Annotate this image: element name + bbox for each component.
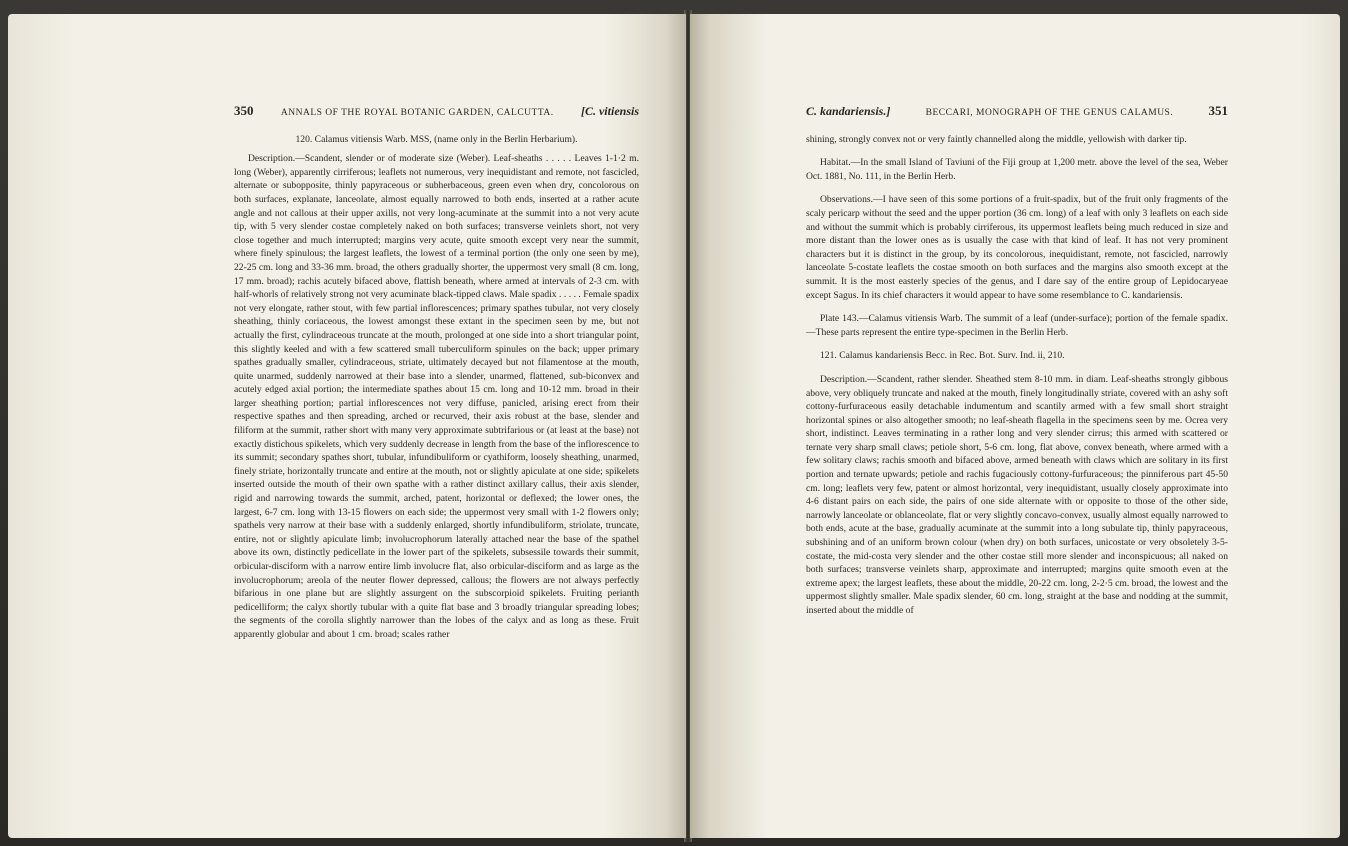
left-page-content (234, 104, 639, 650)
habitat-paragraph: Habitat.—In the small Island of Taviuni of the Fiji group at 1,200 metr. above the level of the sea, Weber Oct. 1881, No. 111, in the Berlin Herb. (806, 157, 1228, 182)
continuation-paragraph: shining, strongly convex not or very faintly channelled along the middle, yellowish with darker tip. (806, 133, 1187, 145)
header-tag: C. kandariensis.] (806, 104, 891, 118)
left-page-header (234, 104, 639, 121)
running-head: BECCARI, MONOGRAPH OF THE GENUS CALAMUS. (925, 108, 1174, 118)
header-tag: [C. vitiensis (580, 104, 639, 118)
right-page (690, 14, 1340, 838)
left-page (8, 14, 686, 838)
running-head: ANNALS OF THE ROYAL BOTANIC GARDEN, CALCUTTA. (280, 108, 554, 118)
observations-paragraph: Observations.—I have seen of this some portions of a fruit-spadix, but of the fruit only fragments of the scaly pericarp without the seed and the upper portion (36 cm. long) of a leaf with only 3 leaflets on each side and without the summit which is probably cirriferous, its uppermost leaflets being much reduced in size and more distant than the lower ones as is usually the case with that kind of leaf. It has not very prominent characters but it is distinct in the group, by its concolorous, inequidistant, remote, not fascicled, narrowly lanceolate 5-costate leaflets the costae smooth on both surfaces and the margins also smooth except at the summit. It is the most easterly species of the genus, and I dare say of the entire group of Lepidocaryeae except Sagus. In its chief characters it would appear to have some resemblance to C. kandariensis. (806, 194, 1228, 301)
right-page-content (806, 104, 1228, 628)
description-paragraph: Description.—Scandent, slender or of moderate size (Weber). Leaf-sheaths . . . . . Leaves 1-1·2 m. long (Weber), apparently cirriferous; leaflets not numerous, very inequidistant and remote, not fascicled, alternate or subopposite, thinly papyraceous or subherbaceous, green even when dry, concolorous on both surfaces, explanate, lanceolate, almost equally narrowed to both ends, inserted at a rather acute angle and not callous at their upper axills, not very long-acuminate at the summit into a not very acute tip, with 5 very slender costae completely naked on both surfaces; transverse veinlets short, not very close together and much interrupted; margins very acute, quite smooth except very near the summit, where finely spinulous; the largest leaflets, the lowest of a terminal portion (the only one seen by me), 22-25 cm. long and 33-36 mm. broad, the others gradually shorter, the uppermost very small (8 cm. long, 17 mm. broad); rachis acutely bifaced above, flattish beneath, where armed at intervals of 2-3 cm. with half-whorls of relatively strong not very acuminate black-tipped claws. Male spadix . . . . . Female spadix not very elongate, rather stout, with few partial inflorescences; primary spathes tubular, not very closely sheathing, thinly coriaceous, the lowest amongst these extant in the specimen seen by me, but not actually the first, cylindraceous truncate at the mouth, prolonged at one side into a short triangular point, this slightly keeled and with a few scattered small tuberculiform spinules on the back; upper primary spathes gradually smaller, cylindraceous, striate, ultimately decayed but not filamentose at the mouth, quite unarmed, suddenly narrowed at their base into a slender, unarmed, flattened, sub-biconvex and acutely edged axial portion; the intermediate spathes about 15 cm. long and 10-12 mm. broad in their larger sheathing portion; partial inflorescences not very diffuse, panicled, arising erect from their respective spathes and then spreading, arched or recurved, their axis robust at the base, slender and filiform at the summit, rather short with many very approximate subtrifarious or (at least at the base) not exactly distichous spikelets, which very suddenly decrease in length from the base of the inflorescence to its summit; secondary spathes short, tubular, infundibuliform or cyathiform, loosely sheathing, unarmed, finely striate, horizontally truncate and entire at the mouth, not or slightly apiculate at one side; spikelets inserted outside the mouth of their own spathe with a rather distinct axillary callus, their axis slender, rigid and narrowing towards the summit, arched, patent, horizontal or deflexed; the lower ones, the largest, 6-7 cm. long with 13-15 flowers on each side; the uppermost very small with 1-2 flowers only; spathels very narrow at their base with a suddenly enlarged, shortly infundibuliform, striolate, truncate, entire, not or slightly apiculate limb; involucrophorum laterally attached near the base of the spathel above its own, distinctly pedicellate in the lower part of the spikelets, subsessile towards their summit, orbicular-disciform with a narrow entire limb involucre flat, also orbicular-disciform and as large as the involucrophorum; areola of the neuter flower depressed, callous; the flowers are not always perfectly bifarious in one plane but are slightly assurgent on the subscorpioid spikelets. Fruiting perianth pedicelliform; the calyx shortly tubular with a quite flat base and 3 broadly triangular spreading lobes; the segments of the corolla slightly narrower than the lobes of the calyx and as long as these. Fruit apparently globular and about 1 cm. broad; scales rather (234, 153, 639, 640)
page-number: 350 (234, 103, 254, 118)
species-heading: 121. Calamus kandariensis Becc. in Rec. Bot. Surv. Ind. ii, 210. (820, 350, 1065, 362)
plate-paragraph: Plate 143.—Calamus vitiensis Warb. The summit of a leaf (under-surface); portion of the female spadix.—These parts represent the entire type-specimen in the Berlin Herb. (806, 313, 1228, 338)
right-page-header (806, 104, 1228, 121)
page-number: 351 (1208, 103, 1228, 118)
species-heading: 120. Calamus vitiensis Warb. MSS, (name only in the Berlin Herbarium). (295, 133, 578, 145)
description-paragraph: Description.—Scandent, rather slender. Sheathed stem 8-10 mm. in diam. Leaf-sheaths strongly gibbous above, very obliquely truncate and naked at the mouth, finely longitudinally striate, covered with an ashy soft cottony-furfuraceous easily detachable indumentum and scantily armed with a few small short straight horizontal spines or also altogether smooth; no leaf-sheath flagella in the specimens seen by me. Ocrea very short, indistinct. Leaves terminating in a rather long and very slender cirrus; this armed with scattered or ternate very sharp small claws; petiole short, 5-6 cm. long, flat above, convex beneath, where armed with a few solitary claws; rachis smooth and bifaced above, armed beneath with claws which are solitary in its first portion and ternate upwards; petiole and rachis fugaciously cottony-furfuraceous; the pinniferous part 45-50 cm. long; leaflets very few, patent or almost horizontal, very inequidistant, usually closely approximate into 4-6 distant pairs on each side, the pairs of one side alternate with or opposite to those of the other side, narrowly lanceolate or oblanceolate, flat or very slightly concavo-convex, usually almost equally narrowed to both ends, acute at the base, gradually acuminate at the summit into a long subulate tip, thinly papyraceous, subshining and of an uniform brown colour (when dry) on both surfaces, unicostate or very obsoletely 3-5-costate, the mid-costa very slender and the other costae still more slender and inconspicuous; all naked on both surfaces; transverse veinlets sharp, approximate and interrupted; margins quite smooth even at the extreme apex; the largest leaflets, these about the middle, 20-22 cm. long, 2-2·5 cm. broad, the lowest and the uppermost slightly smaller. Male spadix slender, 60 cm. long, straight at the base and nodding at the summit, inserted about the middle of (806, 373, 1228, 616)
